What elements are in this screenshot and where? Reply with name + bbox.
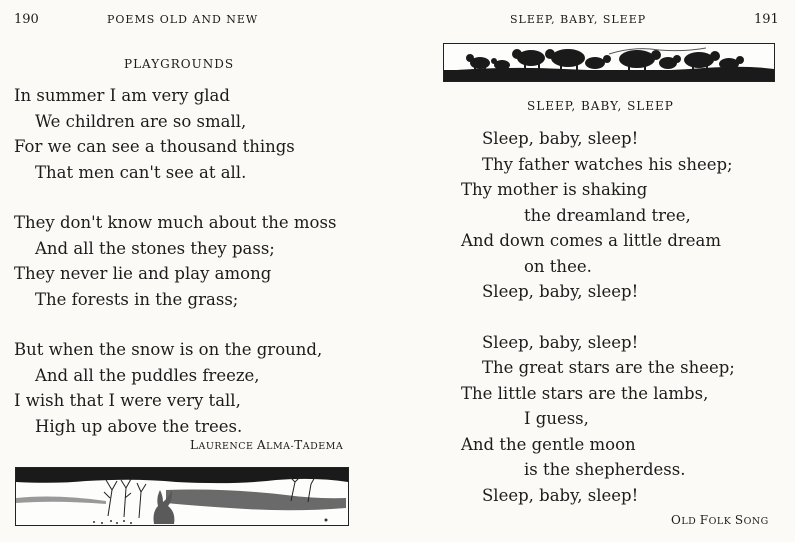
poem-line: In summer I am very glad (14, 86, 230, 105)
poem-line: the dreamland tree, (524, 205, 691, 225)
poem-line: Sleep, baby, sleep! (482, 485, 639, 505)
running-head: SLEEP, BABY, SLEEP (510, 13, 647, 26)
poem-line: The forests in the grass; (35, 289, 239, 309)
poem-body (461, 126, 735, 508)
poem-line: on thee. (524, 256, 592, 276)
poem-line: Sleep, baby, sleep! (482, 332, 639, 352)
poem-line: I guess, (524, 409, 589, 428)
poem-line: And all the stones they pass; (35, 238, 275, 258)
poem-line: And down comes a little dream (461, 231, 722, 250)
snowy-landscape-illustration (15, 467, 349, 526)
poem-body (14, 83, 336, 439)
poem-line: We children are so small, (35, 111, 247, 131)
poem-line: The little stars are the lambs, (461, 383, 709, 403)
poem-author: LAURENCE ALMA-TADEMA (190, 438, 344, 452)
poem-line: The great stars are the sheep; (482, 358, 735, 377)
poem-line: Thy father watches his sheep; (482, 154, 733, 174)
poem-line: They don't know much about the moss (14, 213, 337, 232)
poem-line: For we can see a thousand things (14, 137, 295, 156)
poem-line: Thy mother is shaking (461, 180, 648, 199)
poem-attribution: OLD FOLK SONG (671, 513, 769, 527)
snow-rabbit-picture (16, 468, 348, 525)
poem-line: And the gentle moon (461, 434, 636, 454)
sheep-silhouettes-picture (444, 44, 774, 81)
right-page (400, 0, 795, 542)
sheep-illustration (443, 43, 775, 82)
poem-line: But when the snow is on the ground, (14, 340, 323, 359)
poem-line: That men can't see at all. (35, 162, 247, 182)
poem-line: High up above the trees. (35, 416, 243, 436)
poem-line: is the shepherdess. (524, 460, 686, 479)
poem-line: And all the puddles freeze, (35, 365, 260, 385)
page-number: 191 (754, 12, 779, 27)
poem-line: They never lie and play among (14, 264, 272, 283)
running-head: POEMS OLD AND NEW (107, 13, 259, 26)
poem-title: PLAYGROUNDS (124, 57, 235, 71)
page-number: 190 (14, 12, 39, 27)
poem-line: I wish that I were very tall, (14, 391, 241, 410)
poem-line: Sleep, baby, sleep! (482, 129, 639, 148)
poem-line: Sleep, baby, sleep! (482, 282, 639, 301)
poem-title: SLEEP, BABY, SLEEP (527, 99, 674, 113)
